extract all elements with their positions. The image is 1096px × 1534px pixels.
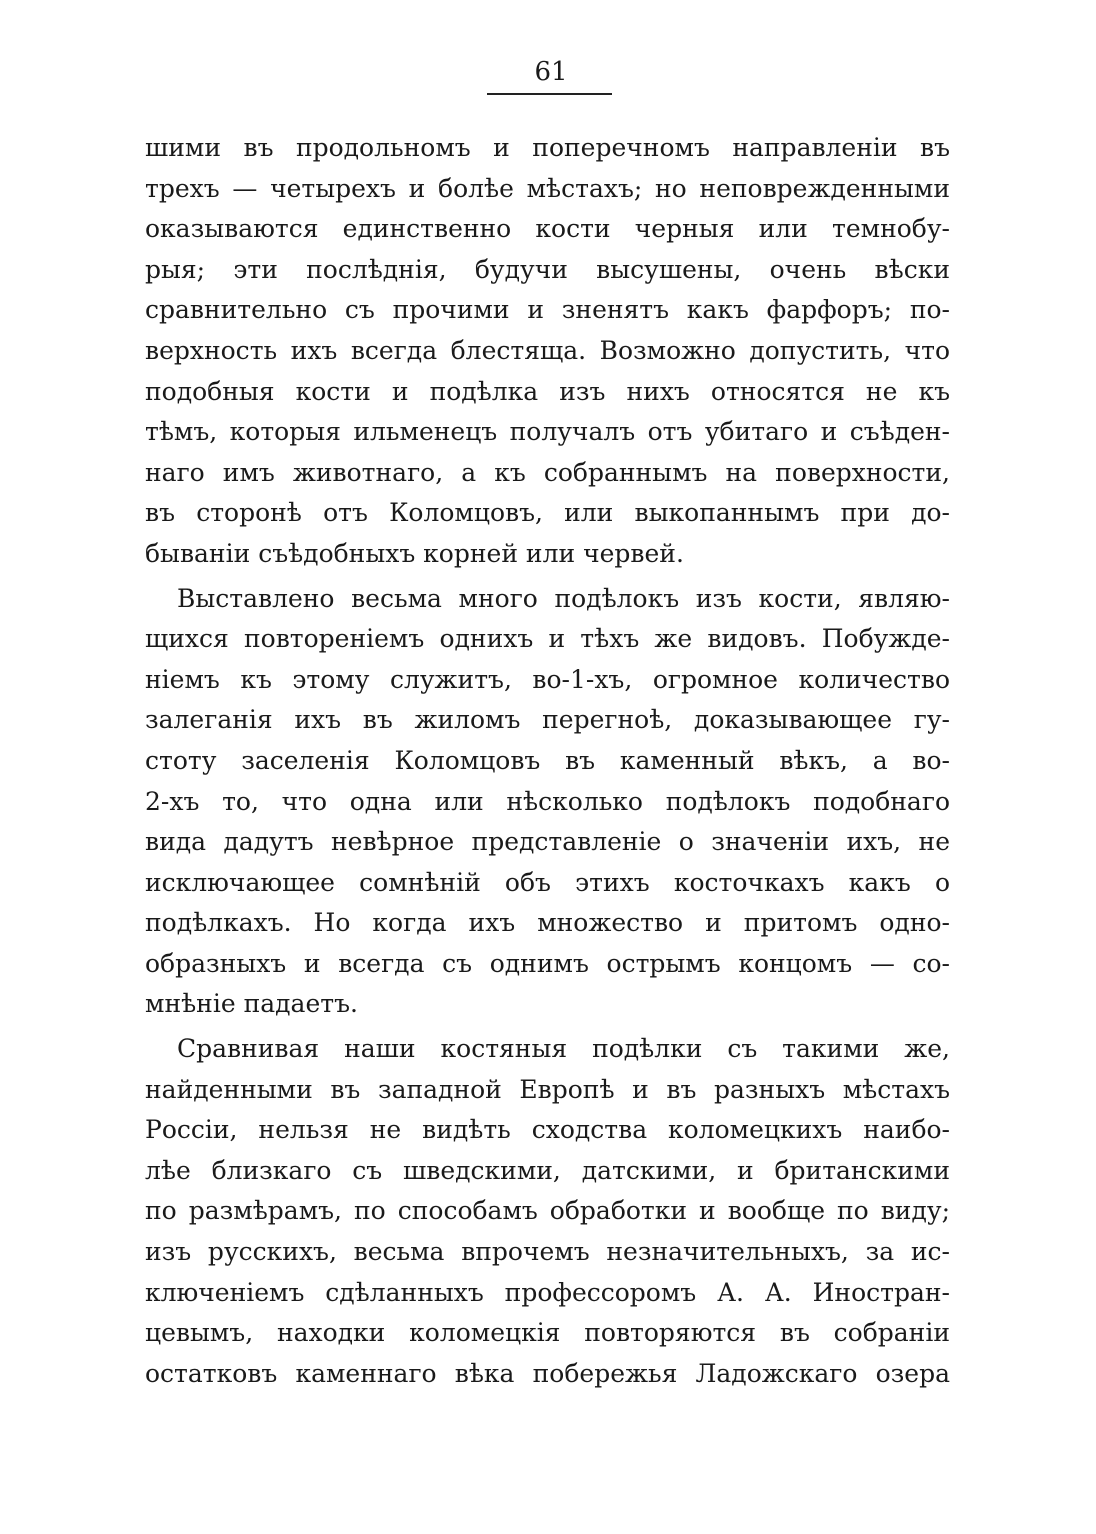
text-line: Выставлено весьма много подѣлокъ изъ кости, являю- bbox=[177, 583, 950, 613]
paragraph bbox=[145, 579, 950, 1026]
text-line: вида дадутъ невѣрное представленіе о значеніи ихъ, не bbox=[145, 827, 950, 857]
text-line: 2-хъ то, что одна или нѣсколько подѣлокъ подобнаго bbox=[145, 786, 950, 816]
text-line: стоту заселенія Коломцовъ въ каменный вѣкъ, а во- bbox=[145, 745, 950, 775]
text-line: Сравнивая наши костяныя подѣлки съ такими же, bbox=[177, 1034, 950, 1064]
text-line: образныхъ и всегда съ однимъ острымъ концомъ — со- bbox=[145, 948, 950, 978]
text-line: щихся повтореніемъ однихъ и тѣхъ же видовъ. Побужде- bbox=[145, 624, 950, 654]
text-line: ніемъ къ этому служитъ, во-1-хъ, огромное количество bbox=[145, 664, 950, 694]
text-line: наго имъ животнаго, а къ собраннымъ на поверхности, bbox=[145, 457, 950, 487]
text-line: сравнительно съ прочими и зненятъ какъ фарфоръ; по- bbox=[145, 295, 950, 325]
text-line: тѣмъ, которыя ильменецъ получалъ отъ убитаго и съѣден- bbox=[145, 417, 950, 447]
text-line: мнѣніе падаетъ. bbox=[145, 989, 358, 1019]
text-line: лѣе близкаго съ шведскими, датскими, и британскими bbox=[145, 1155, 950, 1185]
text-line: подобныя кости и подѣлка изъ нихъ относятся не къ bbox=[145, 376, 950, 406]
text-line: Россіи, нельзя не видѣть сходства коломецкихъ наибо- bbox=[145, 1115, 950, 1145]
text-line: найденными въ западной Европѣ и въ разныхъ мѣстахъ bbox=[145, 1074, 950, 1104]
body-text bbox=[145, 128, 950, 1394]
text-line: цевымъ, находки коломецкія повторяются въ собраніи bbox=[145, 1318, 950, 1348]
text-line: по размѣрамъ, по способамъ обработки и вообще по виду; bbox=[145, 1196, 950, 1226]
text-line: трехъ — четырехъ и болѣе мѣстахъ; но неповрежденными bbox=[145, 173, 950, 203]
text-line: изъ русскихъ, весьма впрочемъ незначительныхъ, за ис- bbox=[145, 1237, 950, 1267]
text-line: въ сторонѣ отъ Коломцовъ, или выкопаннымъ при до- bbox=[145, 498, 950, 528]
text-line: бываніи съѣдобныхъ корней или червей. bbox=[145, 538, 684, 568]
paragraph bbox=[145, 128, 950, 575]
paragraph bbox=[145, 1029, 950, 1394]
text-line: залеганія ихъ въ жиломъ перегноѣ, доказывающее гу- bbox=[145, 705, 950, 735]
text-line: исключающее сомнѣній объ этихъ косточкахъ какъ о bbox=[145, 867, 950, 897]
text-line: оказываются единственно кости черныя или темнобу- bbox=[145, 214, 950, 244]
text-line: верхность ихъ всегда блестяща. Возможно допустить, что bbox=[145, 335, 950, 365]
text-line: шими въ продольномъ и поперечномъ направленіи въ bbox=[145, 133, 950, 162]
text-line: остатковъ каменнаго вѣка побережья Ладожскаго озера bbox=[145, 1358, 950, 1388]
page-number-rule bbox=[487, 93, 612, 95]
text-line: рыя; эти послѣднія, будучи высушены, очень вѣски bbox=[145, 254, 950, 284]
page-number: 61 bbox=[534, 57, 568, 87]
text-line: ключеніемъ сдѣланныхъ профессоромъ А. А. Иностран- bbox=[145, 1277, 950, 1307]
text-line: подѣлкахъ. Но когда ихъ множество и притомъ одно- bbox=[145, 908, 950, 938]
